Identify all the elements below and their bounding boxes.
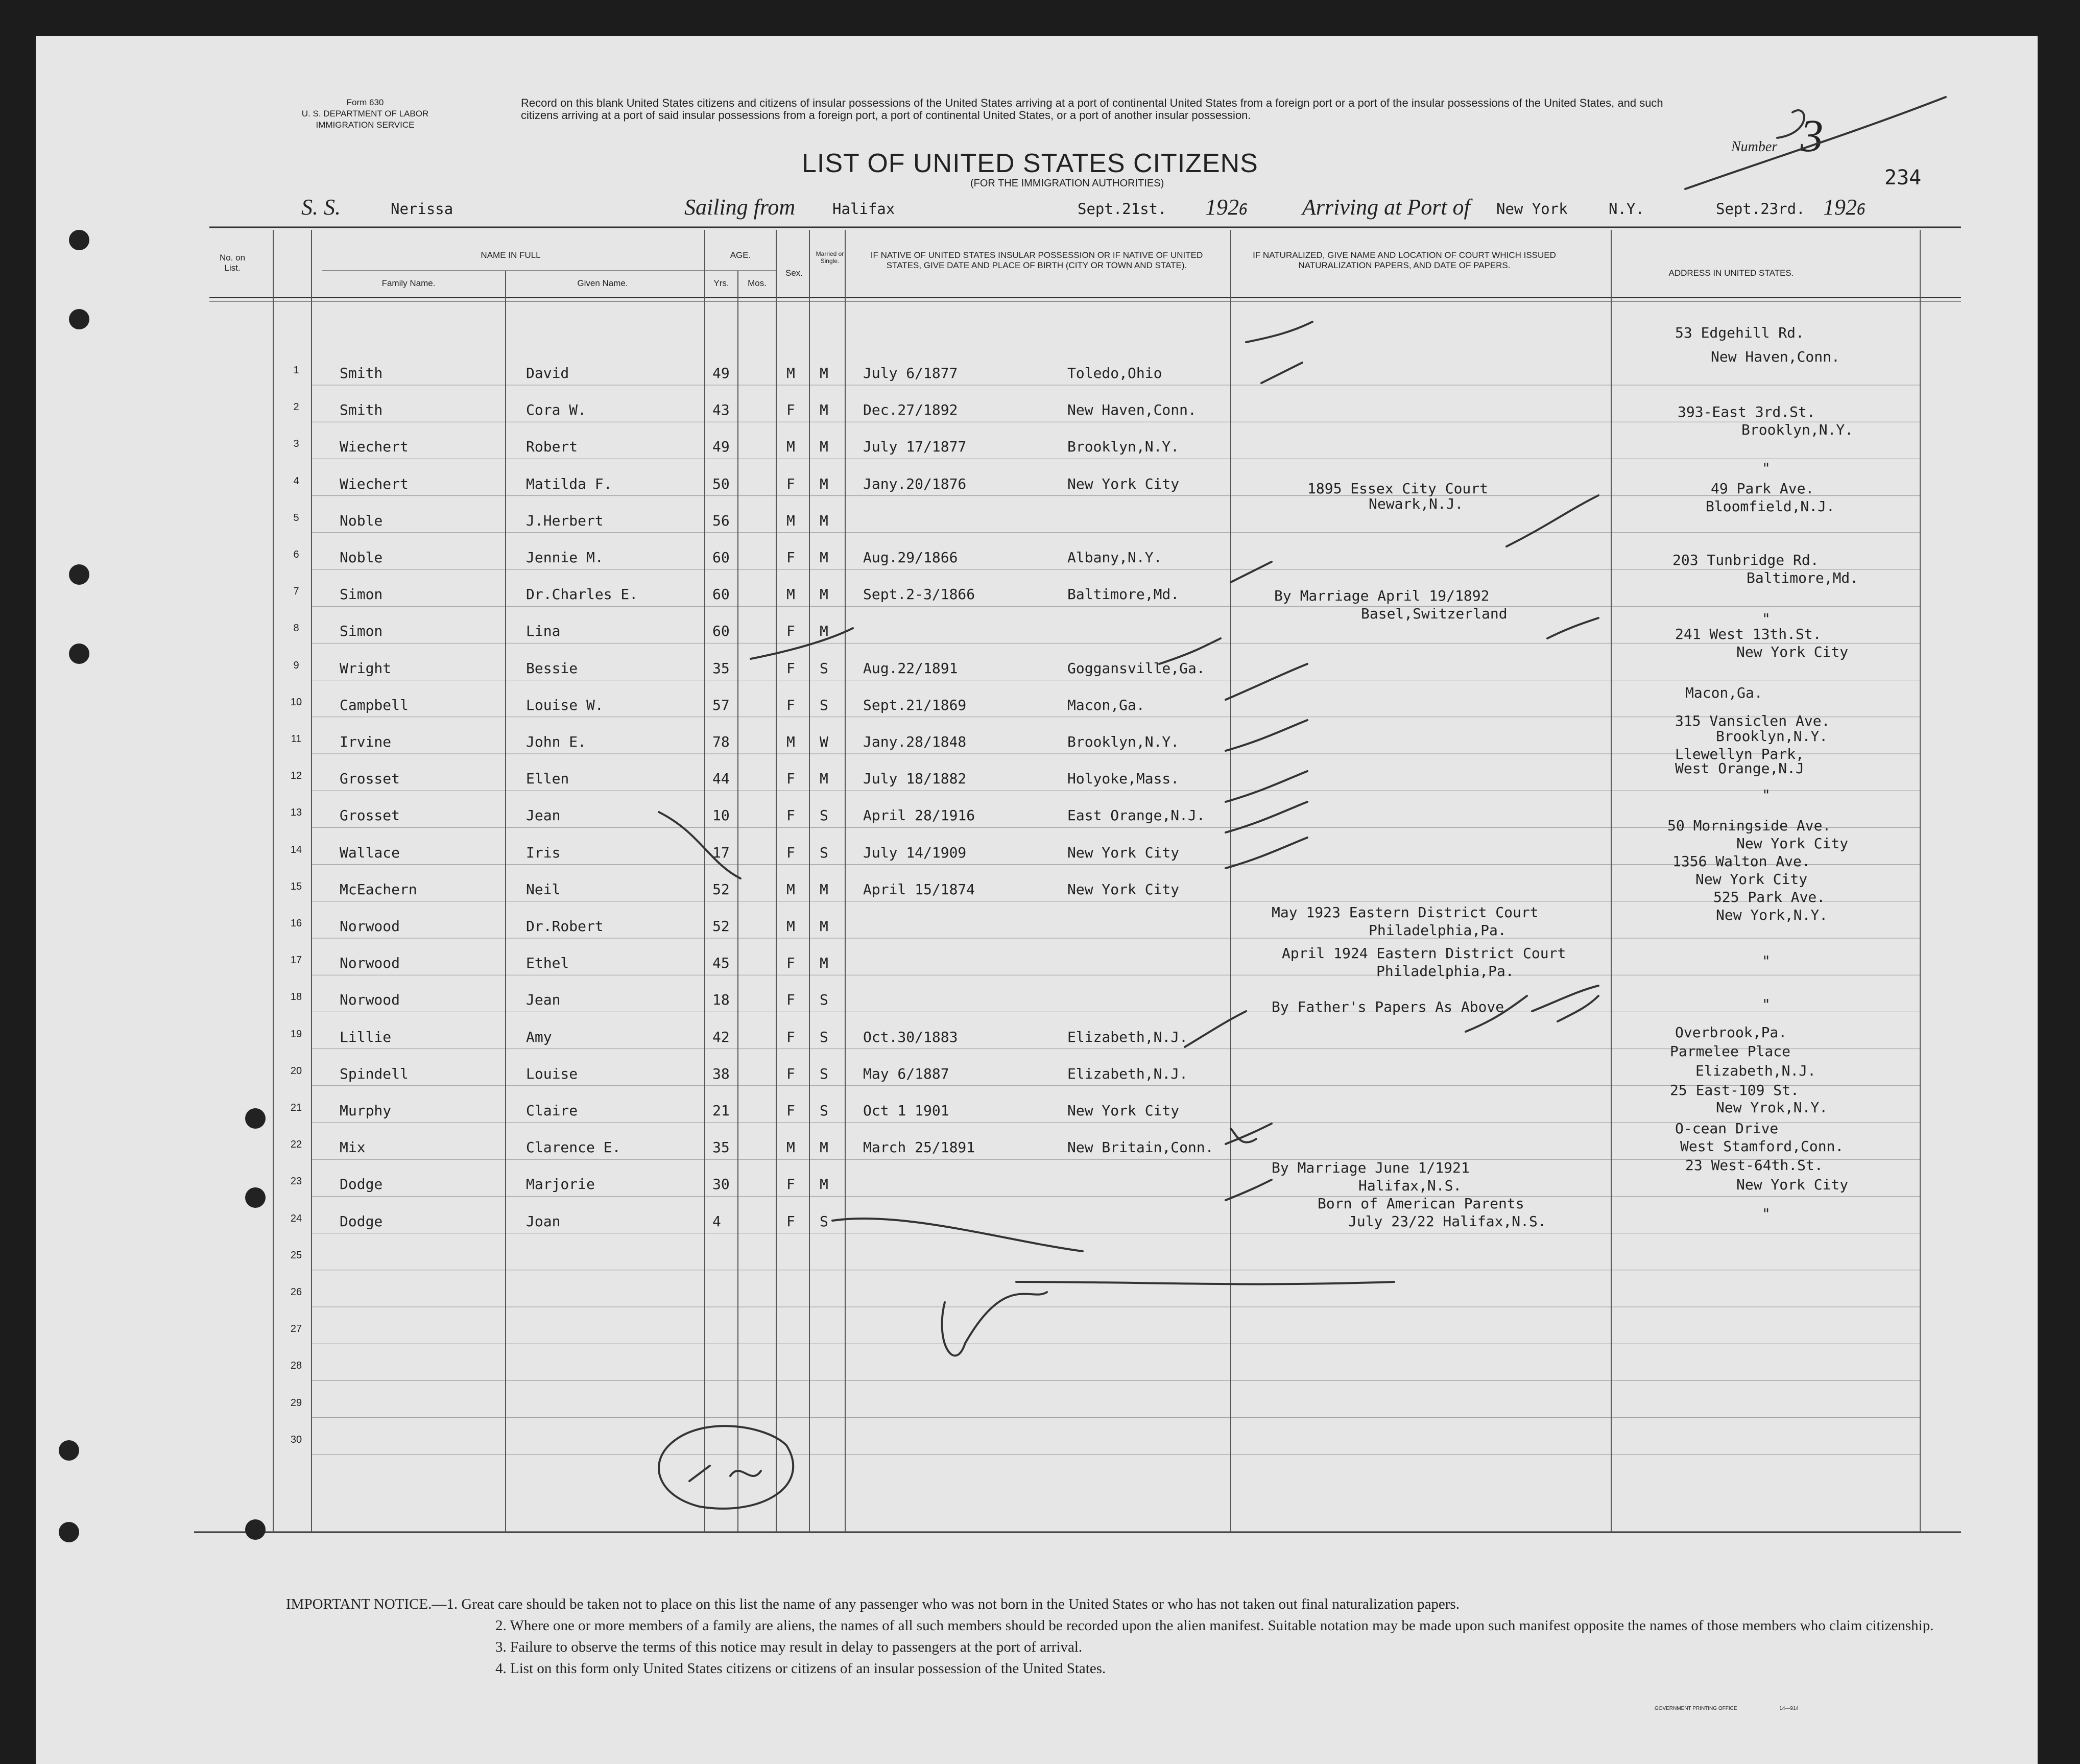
marital-status: S xyxy=(820,991,828,1009)
marital-status: M xyxy=(820,623,828,640)
family-name: Grosset xyxy=(340,770,400,788)
sailing-label: Sailing from xyxy=(684,195,796,220)
birth-place: Baltimore,Md. xyxy=(1067,586,1180,603)
sex: F xyxy=(786,623,795,640)
row-number: 15 xyxy=(290,880,302,892)
row-number: 30 xyxy=(290,1434,302,1445)
sex: F xyxy=(786,955,795,972)
birth-date: April 15/1874 xyxy=(863,880,975,898)
col-name-header: NAME IN FULL xyxy=(481,250,541,260)
address-line: Baltimore,Md. xyxy=(1747,569,1859,586)
birth-date: May 6/1887 xyxy=(863,1065,949,1082)
family-name: Smith xyxy=(340,401,383,419)
birth-date: Jany.28/1848 xyxy=(863,733,967,750)
birth-date: Aug.22/1891 xyxy=(863,659,958,677)
birth-date: July 6/1877 xyxy=(863,365,958,382)
marital-status: M xyxy=(820,1176,828,1193)
address-line: 23 West-64th.St. xyxy=(1685,1157,1823,1174)
address-line: New York City xyxy=(1736,835,1849,852)
birth-place: New Britain,Conn. xyxy=(1067,1139,1214,1156)
birth-date: Dec.27/1892 xyxy=(863,401,958,419)
age-years: 4 xyxy=(712,1212,721,1230)
marital-status: M xyxy=(820,918,828,935)
given-name: Louise W. xyxy=(526,696,604,713)
arrival-year: 1926 xyxy=(1823,195,1866,220)
address-line: Elizabeth,N.J. xyxy=(1695,1062,1816,1079)
row-number: 3 xyxy=(293,438,299,450)
row-number: 20 xyxy=(290,1065,302,1077)
binder-hole xyxy=(69,564,89,585)
age-years: 52 xyxy=(712,918,730,935)
sex: M xyxy=(786,586,795,603)
address-line: 203 Tunbridge Rd. xyxy=(1672,552,1819,568)
given-name: Amy xyxy=(526,1028,552,1045)
age-years: 57 xyxy=(712,696,730,713)
row-number: 19 xyxy=(290,1028,302,1040)
sex: F xyxy=(786,1212,795,1230)
address-line: O-cean Drive xyxy=(1675,1120,1779,1137)
age-years: 50 xyxy=(712,475,730,492)
row-number: 16 xyxy=(290,918,302,929)
address-line: New York City xyxy=(1695,871,1808,888)
given-name: Cora W. xyxy=(526,401,587,419)
page-subtitle: (FOR THE IMMIGRATION AUTHORITIES) xyxy=(970,178,1164,189)
sex: F xyxy=(786,844,795,861)
naturalization-line: Halifax,N.S. xyxy=(1358,1177,1462,1194)
marital-status: M xyxy=(820,586,828,603)
sex: F xyxy=(786,1065,795,1082)
marital-status: M xyxy=(820,955,828,972)
marital-status: M xyxy=(820,1139,828,1156)
department: U. S. DEPARTMENT OF LABOR xyxy=(301,109,429,118)
birth-place: New York City xyxy=(1067,844,1180,861)
address-line: New York City xyxy=(1736,1176,1849,1193)
age-years: 43 xyxy=(712,401,730,419)
address-line: New Haven,Conn. xyxy=(1711,348,1840,365)
col-age-header: AGE. xyxy=(730,250,751,260)
row-number: 6 xyxy=(293,549,299,560)
marital-status: S xyxy=(820,1028,828,1045)
row-number: 8 xyxy=(293,623,299,634)
row-number: 10 xyxy=(290,696,302,708)
row-number: 13 xyxy=(290,807,302,819)
age-years: 52 xyxy=(712,880,730,898)
row-number: 14 xyxy=(290,844,302,855)
manifest-sheet xyxy=(36,36,2038,1764)
notice-text-2: 2. Where one or more members of a family are aliens, the names of all such members should be recorded upon the alien manifest. Suitable notation may be made upon such manifest opposite the names of those members who claim citizenship. xyxy=(495,1617,1934,1634)
col-sex-header: Sex. xyxy=(785,268,803,278)
binder-hole xyxy=(59,1522,79,1542)
row-number: 1 xyxy=(293,365,299,376)
birth-date: July 14/1909 xyxy=(863,844,967,861)
sex: F xyxy=(786,770,795,788)
age-years: 60 xyxy=(712,586,730,603)
age-years: 45 xyxy=(712,955,730,972)
marital-status: M xyxy=(820,401,828,419)
address-line: 50 Morningside Ave. xyxy=(1667,817,1831,834)
family-name: Wiechert xyxy=(340,438,409,456)
age-years: 49 xyxy=(712,365,730,382)
naturalization-line: By Father's Papers As Above xyxy=(1272,998,1504,1015)
form-number: Form 630 xyxy=(346,98,384,107)
row-number: 18 xyxy=(290,991,302,1003)
address-line: 25 East-109 St. xyxy=(1670,1082,1799,1099)
given-name: Jean xyxy=(526,991,561,1009)
sex: F xyxy=(786,807,795,824)
birth-place: Toledo,Ohio xyxy=(1067,365,1162,382)
age-years: 35 xyxy=(712,659,730,677)
binder-hole xyxy=(245,1108,266,1129)
birth-place: New Haven,Conn. xyxy=(1067,401,1197,419)
birth-place: Elizabeth,N.J. xyxy=(1067,1028,1188,1045)
page-title: LIST OF UNITED STATES CITIZENS xyxy=(802,149,1258,178)
birth-date: Aug.29/1866 xyxy=(863,549,958,566)
naturalization-line: April 1924 Eastern District Court xyxy=(1282,945,1566,962)
birth-date: Sept.2-3/1866 xyxy=(863,586,975,603)
family-name: Wiechert xyxy=(340,475,409,492)
important-notice xyxy=(286,1593,1946,1679)
marital-status: W xyxy=(820,733,828,750)
birth-date: April 28/1916 xyxy=(863,807,975,824)
row-number: 2 xyxy=(293,401,299,413)
marital-status: S xyxy=(820,1102,828,1119)
number-label: Number xyxy=(1731,139,1778,155)
row-number: 23 xyxy=(290,1176,302,1187)
birth-place: East Orange,N.J. xyxy=(1067,807,1205,824)
birth-place: Brooklyn,N.Y. xyxy=(1067,438,1180,456)
sex: F xyxy=(786,696,795,713)
col-yrs-header: Yrs. xyxy=(713,278,729,288)
marital-status: S xyxy=(820,807,828,824)
given-name: Lina xyxy=(526,623,561,640)
ditto-mark: " xyxy=(1762,996,1771,1013)
marital-status: M xyxy=(820,770,828,788)
sex: F xyxy=(786,1028,795,1045)
sex: F xyxy=(786,1102,795,1119)
given-name: Matilda F. xyxy=(526,475,612,492)
address-line: 1356 Walton Ave. xyxy=(1672,853,1810,870)
age-years: 21 xyxy=(712,1102,730,1119)
row-number: 28 xyxy=(290,1360,302,1372)
notice-text-3: 3. Failure to observe the terms of this notice may result in delay to passengers at the port of arrival. xyxy=(495,1639,1083,1655)
family-name: Campbell xyxy=(340,696,409,713)
marital-status: M xyxy=(820,880,828,898)
naturalization-line: Newark,N.J. xyxy=(1369,495,1464,512)
col-married-header: Married or Single. xyxy=(816,250,844,265)
given-name: Joan xyxy=(526,1212,561,1230)
naturalization-line: July 23/22 Halifax,N.S. xyxy=(1348,1213,1546,1230)
ditto-mark: " xyxy=(1762,1205,1771,1222)
sex: F xyxy=(786,1176,795,1193)
age-years: 30 xyxy=(712,1176,730,1193)
sex: M xyxy=(786,880,795,898)
address-line: New York City xyxy=(1736,643,1849,660)
birth-place: New York City xyxy=(1067,880,1180,898)
family-name: McEachern xyxy=(340,880,417,898)
family-name: Noble xyxy=(340,549,383,566)
naturalization-line: By Marriage April 19/1892 xyxy=(1274,587,1490,604)
given-name: Jennie M. xyxy=(526,549,604,566)
naturalization-line: Philadelphia,Pa. xyxy=(1376,963,1514,980)
binder-hole xyxy=(69,230,89,250)
given-name: Bessie xyxy=(526,659,578,677)
binder-hole xyxy=(245,1187,266,1208)
row-number: 11 xyxy=(291,733,302,745)
birth-date: Sept.21/1869 xyxy=(863,696,967,713)
col-no-header: No. on List. xyxy=(219,253,246,273)
address-line: Parmelee Place xyxy=(1670,1043,1791,1060)
family-name: Wallace xyxy=(340,844,400,861)
binder-hole xyxy=(59,1440,79,1461)
age-years: 18 xyxy=(712,991,730,1009)
sex: F xyxy=(786,549,795,566)
arrival-port: New York xyxy=(1496,200,1568,218)
row-number: 5 xyxy=(293,512,299,523)
marital-status: M xyxy=(820,549,828,566)
address-line: Brooklyn,N.Y. xyxy=(1741,421,1854,438)
address-line: Brooklyn,N.Y. xyxy=(1716,728,1828,745)
address-line: 241 West 13th.St. xyxy=(1675,626,1822,642)
sail-date: Sept.21st. xyxy=(1078,200,1167,218)
sex: M xyxy=(786,918,795,935)
address-line: Overbrook,Pa. xyxy=(1675,1024,1787,1041)
printer-imprint: GOVERNMENT PRINTING OFFICE 14—914 xyxy=(1655,1706,1799,1711)
arrival-state: N.Y. xyxy=(1609,200,1644,218)
ss-label: S. S. xyxy=(301,195,341,220)
family-name: Noble xyxy=(340,512,383,529)
marital-status: S xyxy=(820,1212,828,1230)
birth-date: Oct 1 1901 xyxy=(863,1102,949,1119)
given-name: Iris xyxy=(526,844,561,861)
given-name: Robert xyxy=(526,438,578,456)
family-name: Norwood xyxy=(340,991,400,1009)
marital-status: M xyxy=(820,512,828,529)
given-name: Claire xyxy=(526,1102,578,1119)
arriving-label: Arriving at Port of xyxy=(1302,195,1470,220)
ditto-mark: " xyxy=(1762,786,1771,803)
col-family-header: Family Name. xyxy=(381,278,436,288)
address-line: Macon,Ga. xyxy=(1685,684,1763,701)
ship-name: Nerissa xyxy=(391,200,453,218)
birth-place: Elizabeth,N.J. xyxy=(1067,1065,1188,1082)
sex: F xyxy=(786,475,795,492)
row-number: 4 xyxy=(293,475,299,487)
given-name: Clarence E. xyxy=(526,1139,621,1156)
naturalization-line: May 1923 Eastern District Court xyxy=(1272,904,1539,921)
family-name: Spindell xyxy=(340,1065,409,1082)
age-years: 60 xyxy=(712,623,730,640)
instructions: Record on this blank United States citizens and citizens of insular possessions of the United States arriving at a port of continental United States from a foreign port or a port of the insular possessions of the United States, and such citizens arriving at a port of said insular possessions from a foreign port, a port of continental United States, or a port of another insular possession. xyxy=(521,97,1663,122)
address-line: Llewellyn Park, xyxy=(1675,746,1804,762)
given-name: Louise xyxy=(526,1065,578,1082)
row-number: 25 xyxy=(290,1249,302,1261)
naturalization-line: Philadelphia,Pa. xyxy=(1369,922,1507,939)
address-line: 393-East 3rd.St. xyxy=(1678,403,1815,420)
age-years: 38 xyxy=(712,1065,730,1082)
age-years: 60 xyxy=(712,549,730,566)
notice-text-1: —1. Great care should be taken not to place on this list the name of any passenger who was not born in the United States or who has not taken out final naturalization papers. xyxy=(432,1596,1460,1612)
birth-place: Albany,N.Y. xyxy=(1067,549,1162,566)
naturalization-line: By Marriage June 1/1921 xyxy=(1272,1159,1470,1176)
ditto-mark: " xyxy=(1762,610,1771,627)
address-line: New Yrok,N.Y. xyxy=(1716,1099,1828,1116)
birth-place: Goggansville,Ga. xyxy=(1067,659,1205,677)
col-naturalized-header: IF NATURALIZED, GIVE NAME AND LOCATION OF COURT WHICH ISSUED NATURALIZATION PAPERS, AND DATE OF PAPERS. xyxy=(1253,250,1556,270)
address-line: West Stamford,Conn. xyxy=(1680,1138,1844,1155)
age-years: 10 xyxy=(712,807,730,824)
sex: F xyxy=(786,659,795,677)
row-number: 7 xyxy=(293,586,299,598)
family-name: Dodge xyxy=(340,1212,383,1230)
birth-date: March 25/1891 xyxy=(863,1139,975,1156)
col-birth-header: IF NATIVE OF UNITED STATES INSULAR POSSESSION OR IF NATIVE OF UNITED STATES, GIVE DATE AND PLACE OF BIRTH (CITY OR TOWN AND STATE). xyxy=(870,250,1203,270)
birth-date: July 18/1882 xyxy=(863,770,967,788)
page-number: 234 xyxy=(1884,166,1922,189)
binder-hole xyxy=(69,309,89,329)
ditto-mark: " xyxy=(1762,952,1771,969)
row-number: 29 xyxy=(290,1397,302,1409)
age-years: 42 xyxy=(712,1028,730,1045)
sex: M xyxy=(786,438,795,456)
given-name: Neil xyxy=(526,880,561,898)
family-name: Irvine xyxy=(340,733,392,750)
given-name: Dr.Robert xyxy=(526,918,604,935)
ditto-mark: " xyxy=(1762,460,1771,476)
sex: F xyxy=(786,991,795,1009)
sex: M xyxy=(786,1139,795,1156)
family-name: Smith xyxy=(340,365,383,382)
birth-date: Jany.20/1876 xyxy=(863,475,967,492)
given-name: Marjorie xyxy=(526,1176,595,1193)
given-name: John E. xyxy=(526,733,587,750)
sail-year: 1926 xyxy=(1205,195,1248,220)
family-name: Simon xyxy=(340,623,383,640)
col-given-header: Given Name. xyxy=(577,278,628,288)
row-number: 22 xyxy=(290,1139,302,1151)
sex: F xyxy=(786,401,795,419)
given-name: Ethel xyxy=(526,955,569,972)
row-number: 9 xyxy=(293,659,299,671)
sex: M xyxy=(786,365,795,382)
given-name: J.Herbert xyxy=(526,512,604,529)
arrival-date: Sept.23rd. xyxy=(1716,200,1805,218)
birth-date: July 17/1877 xyxy=(863,438,967,456)
col-mos-header: Mos. xyxy=(748,278,767,288)
family-name: Wright xyxy=(340,659,392,677)
age-years: 35 xyxy=(712,1139,730,1156)
row-number: 21 xyxy=(290,1102,302,1113)
age-years: 17 xyxy=(712,844,730,861)
address-line: 49 Park Ave. xyxy=(1711,480,1814,497)
birth-date: Oct.30/1883 xyxy=(863,1028,958,1045)
given-name: Dr.Charles E. xyxy=(526,586,638,603)
marital-status: S xyxy=(820,696,828,713)
col-address-header: ADDRESS IN UNITED STATES. xyxy=(1668,268,1794,278)
family-name: Dodge xyxy=(340,1176,383,1193)
given-name: Jean xyxy=(526,807,561,824)
naturalization-line: Basel,Switzerland xyxy=(1361,605,1508,622)
address-line: 525 Park Ave. xyxy=(1713,889,1826,905)
family-name: Simon xyxy=(340,586,383,603)
address-line: New York,N.Y. xyxy=(1716,907,1828,923)
address-line: Bloomfield,N.J. xyxy=(1706,498,1835,515)
sex: M xyxy=(786,733,795,750)
address-line: 315 Vansiclen Ave. xyxy=(1675,712,1830,729)
age-years: 44 xyxy=(712,770,730,788)
service: IMMIGRATION SERVICE xyxy=(316,120,415,130)
notice-text-4: 4. List on this form only United States citizens or citizens of an insular possession of the United States. xyxy=(495,1660,1106,1677)
family-name: Lillie xyxy=(340,1028,392,1045)
marital-status: M xyxy=(820,365,828,382)
family-name: Mix xyxy=(340,1139,366,1156)
sex: M xyxy=(786,512,795,529)
notice-item-1 xyxy=(286,1593,1946,1615)
marital-status: S xyxy=(820,844,828,861)
marital-status: S xyxy=(820,659,828,677)
age-years: 49 xyxy=(712,438,730,456)
binder-hole xyxy=(69,643,89,664)
birth-place: Macon,Ga. xyxy=(1067,696,1145,713)
marital-status: S xyxy=(820,1065,828,1082)
from-port: Halifax xyxy=(832,200,895,218)
given-name: David xyxy=(526,365,569,382)
marital-status: M xyxy=(820,438,828,456)
birth-place: Brooklyn,N.Y. xyxy=(1067,733,1180,750)
address-line: 53 Edgehill Rd. xyxy=(1675,324,1804,341)
family-name: Norwood xyxy=(340,918,400,935)
naturalization-line: Born of American Parents xyxy=(1318,1195,1524,1212)
age-years: 78 xyxy=(712,733,730,750)
birth-place: Holyoke,Mass. xyxy=(1067,770,1180,788)
naturalization-line: 1895 Essex City Court xyxy=(1307,480,1489,497)
given-name: Ellen xyxy=(526,770,569,788)
row-number: 27 xyxy=(290,1323,302,1335)
age-years: 56 xyxy=(712,512,730,529)
notice-heading: IMPORTANT NOTICE. xyxy=(286,1596,432,1612)
birth-place: New York City xyxy=(1067,1102,1180,1119)
row-number: 24 xyxy=(290,1212,302,1224)
birth-place: New York City xyxy=(1067,475,1180,492)
marital-status: M xyxy=(820,475,828,492)
family-name: Norwood xyxy=(340,955,400,972)
row-number: 17 xyxy=(290,955,302,966)
row-number: 26 xyxy=(290,1286,302,1298)
number-value: 3 xyxy=(1800,111,1824,161)
address-line: West Orange,N.J xyxy=(1675,760,1804,777)
binder-hole xyxy=(245,1519,266,1540)
family-name: Grosset xyxy=(340,807,400,824)
family-name: Murphy xyxy=(340,1102,392,1119)
row-number: 12 xyxy=(290,770,302,782)
